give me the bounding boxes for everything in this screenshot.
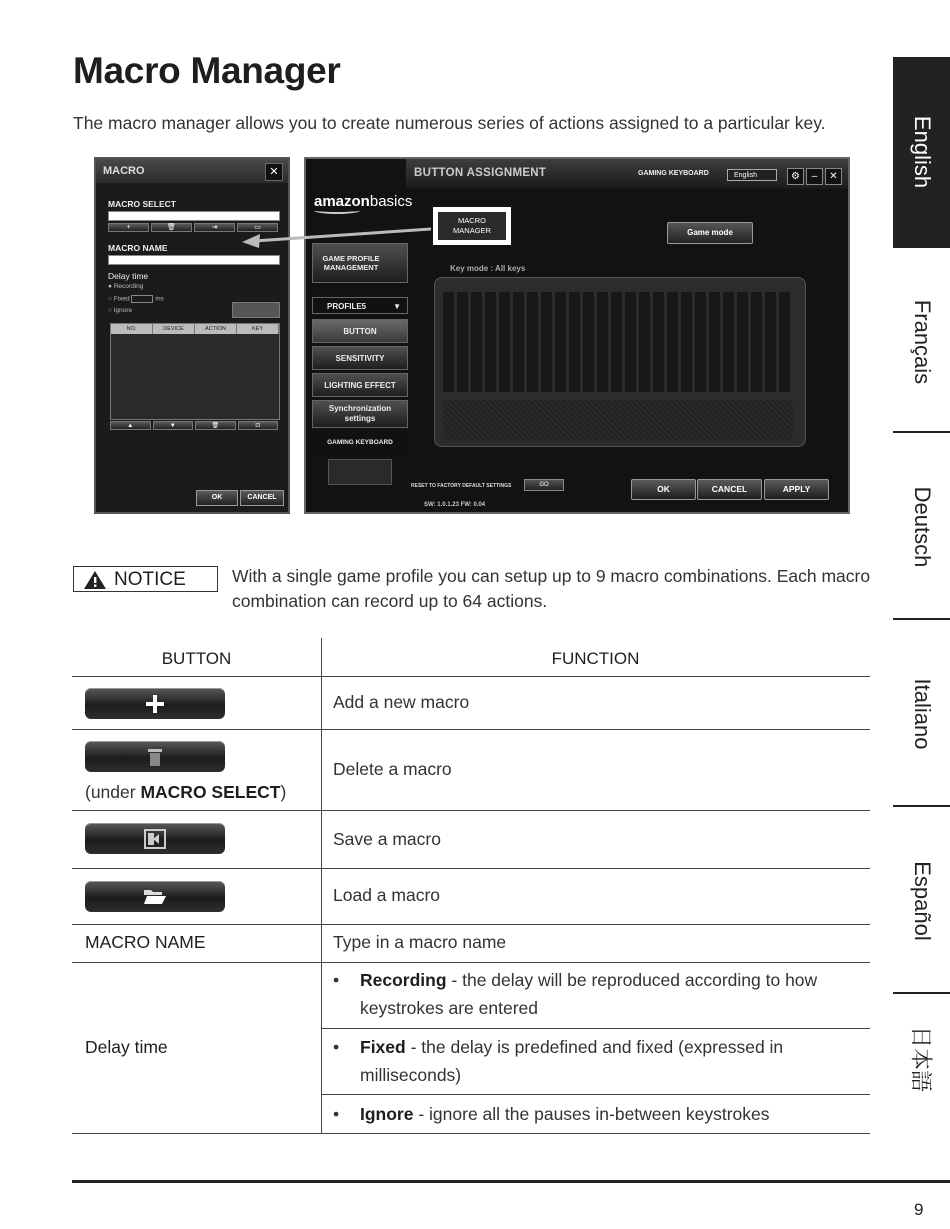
ignore-radio[interactable]: ○ Ignore [108,307,133,314]
version-label: SW: 1.0.1.23 FW: 0.04 [424,502,486,508]
delay-time-label: Delay time [85,1037,168,1057]
notice-label: NOTICE [114,569,186,590]
trash-icon [146,747,164,767]
close-icon[interactable]: ✕ [265,163,283,181]
warning-icon [83,570,107,590]
language-select[interactable]: English [727,169,777,181]
settings-icon[interactable]: ⚙ [787,168,804,185]
reset-label: RESET TO FACTORY DEFAULT SETTINGS [411,483,512,489]
load-macro-button[interactable]: ▭ [237,223,278,232]
apply-button[interactable]: APPLY [764,479,829,500]
function-save: Save a macro [333,829,441,849]
divider [321,1028,870,1029]
table-row [72,730,870,811]
game-profile-management[interactable]: GAME PROFILE MANAGEMENT [312,243,408,283]
delete-macro-button[interactable]: 🗑 [151,223,192,232]
sidebar-item-button[interactable]: BUTTON [312,319,408,343]
recording-radio[interactable]: ● Recording [108,283,144,290]
plus-icon [144,693,166,715]
tab-deutsch[interactable]: Deutsch [893,431,950,620]
table-header-row [72,638,870,677]
fixed-radio[interactable]: ○ Fixed ms [108,295,164,303]
cancel-button[interactable]: CANCEL [697,479,762,500]
divider [321,1094,870,1095]
function-load: Load a macro [333,885,441,905]
page-title: Macro Manager [73,50,341,91]
save-icon [144,829,166,849]
profile-select[interactable]: PROFILE5 ▼ [312,297,408,314]
key-mode-label: Key mode : All keys [450,264,526,273]
tab-espanol[interactable]: Español [893,805,950,994]
footer-divider [72,1180,950,1183]
close-icon[interactable]: ✕ [825,168,842,185]
macro-name-label: MACRO NAME [85,932,206,952]
amazonbasics-logo: amazonbasics [314,193,412,214]
table-row [72,677,870,730]
tab-italiano[interactable]: Italiano [893,618,950,807]
delete-button-image [85,741,225,772]
software-screenshot [94,157,850,514]
move-down-button[interactable]: ▼ [153,421,194,430]
load-button-image [85,881,225,912]
delete-note: (under MACRO SELECT) [85,782,287,802]
col-no: NO. [111,324,153,334]
sidebar-item-sync[interactable]: Synchronization settings [312,400,408,428]
chevron-down-icon: ▼ [393,302,401,311]
folder-open-icon [143,888,167,906]
header-button: BUTTON [161,649,232,668]
macro-window-header: MACRO ✕ [96,159,288,183]
macro-select-label: MACRO SELECT [108,199,176,209]
sidebar-item-sensitivity[interactable]: SENSITIVITY [312,346,408,370]
tab-english[interactable]: English [893,57,950,246]
table-row [72,925,870,963]
table-row [72,811,870,869]
sidebar-item-lighting[interactable]: LIGHTING EFFECT [312,373,408,397]
ok-button[interactable]: OK [631,479,696,500]
macro-name-label: MACRO NAME [108,243,168,253]
function-delete: Delete a macro [333,759,452,779]
col-action: ACTION [195,324,237,334]
add-macro-button[interactable]: + [108,223,149,232]
macro-cancel-button[interactable]: CANCEL [240,490,284,506]
notice-badge [73,566,218,592]
reset-go-button[interactable]: GO [524,479,564,491]
table-row: Delay time • Recording - the delay will be reproduced according to how keystrokes are entered • Fixed - the delay is predefined and fixed (expressed in milliseconds) • Ignore - ignore all the pauses in-between keystrokes [72,963,870,1134]
table-row [72,869,870,925]
window-title: BUTTON ASSIGNMENT [414,167,547,179]
col-key: KEY [237,324,279,334]
page-number: 9 [914,1200,924,1219]
insert-action-button[interactable]: ⊡ [238,421,279,430]
notice-text: With a single game profile you can setup up to 9 macro combinations. Each macro combination can record up to 64 actions. [232,566,871,611]
game-mode-button[interactable]: Game mode [667,222,753,244]
callout-arrow-icon [94,157,850,514]
delay-time-label: Delay time [108,271,149,281]
delete-action-button[interactable]: 🗑 [195,421,236,430]
macro-manager-button[interactable]: MACRO MANAGER [433,207,511,245]
device-label: GAMING KEYBOARD [638,170,709,177]
function-name: Type in a macro name [333,932,507,952]
header-function: FUNCTION [551,649,640,668]
tab-japanese[interactable]: 日本語 [893,992,950,1124]
minimize-icon[interactable]: – [806,168,823,185]
gaming-keyboard-label: GAMING KEYBOARD [312,431,408,455]
add-button-image [85,688,225,719]
function-add: Add a new macro [333,692,470,712]
macro-ok-button[interactable]: OK [196,490,238,506]
move-up-button[interactable]: ▲ [110,421,151,430]
tab-francais[interactable]: Français [893,246,950,435]
language-tabs [893,57,950,1093]
save-macro-button[interactable]: ⇥ [194,223,235,232]
col-device: DEVICE [153,324,195,334]
intro-paragraph: The macro manager allows you to create numerous series of actions assigned to a particular key. [73,113,826,133]
save-button-image [85,823,225,854]
